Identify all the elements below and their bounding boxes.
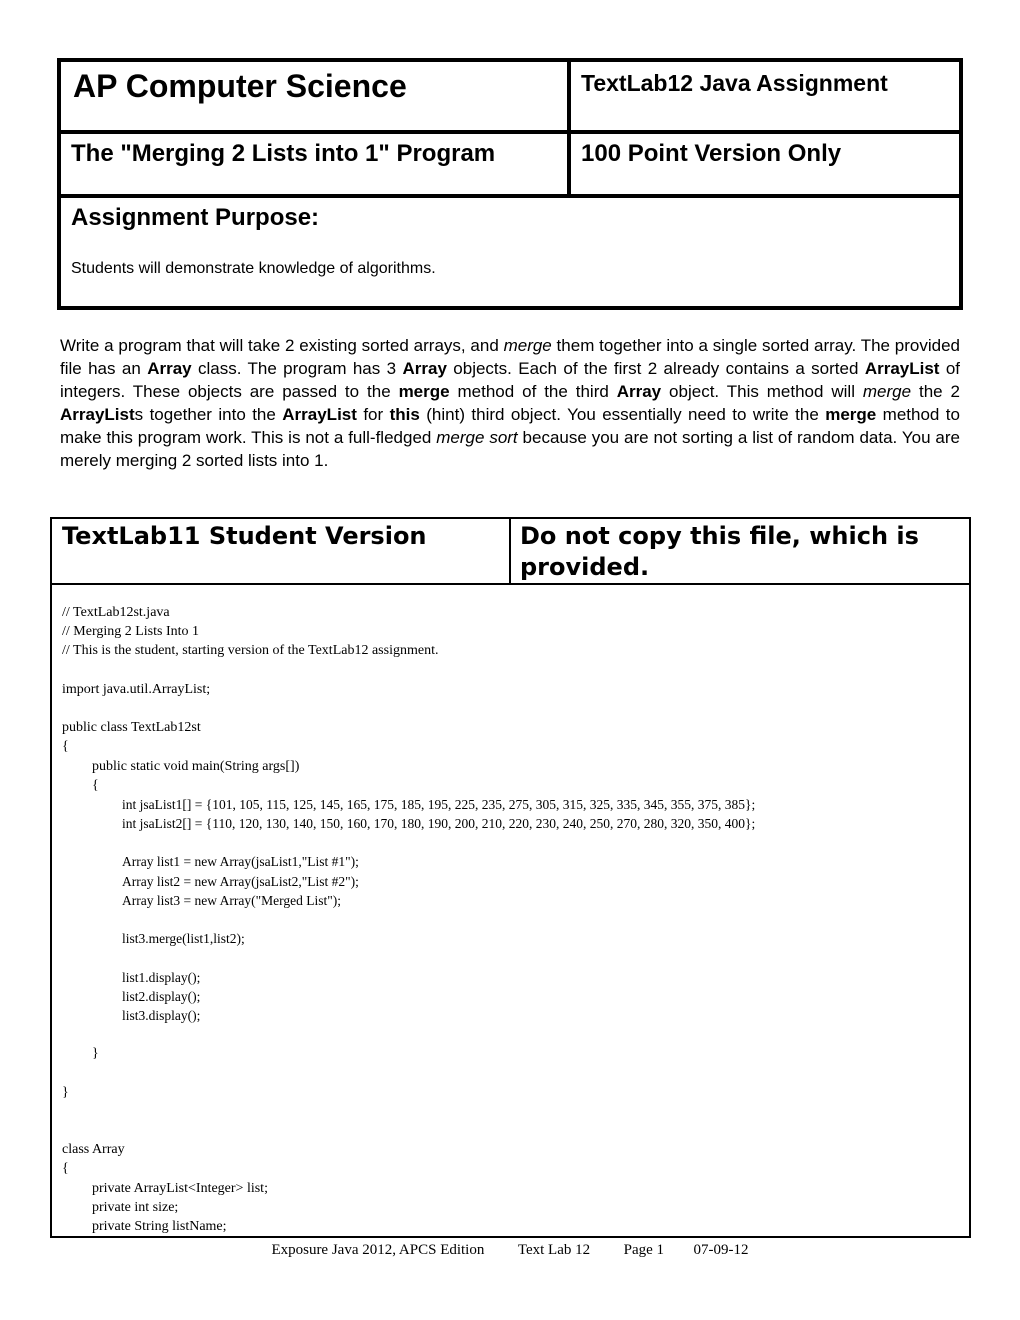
code-line: list1.display(); — [122, 969, 201, 985]
code-line: import java.util.ArrayList; — [62, 681, 211, 697]
code-line: { — [62, 1161, 69, 1177]
code-blank-line — [62, 1064, 963, 1083]
code-blank-line — [62, 1025, 963, 1044]
assignment-header-table — [57, 58, 963, 310]
code-line: int jsaList2[] = {110, 120, 130, 140, 150, 160, 170, 180, 190, 200, 210, 220, 230, 240, 250, 270, 280, 320, 350, 400}; — [122, 816, 756, 832]
code-line: private ArrayList<Integer> list; — [92, 1180, 268, 1196]
code-blank-line — [62, 661, 963, 680]
assignment-title: TextLab12 Java Assignment — [581, 70, 888, 96]
program-title: The "Merging 2 Lists into 1" Program — [71, 140, 496, 167]
student-version-title: TextLab11 Student Version — [62, 522, 427, 550]
code-line: public static void main(String args[]) — [92, 758, 300, 774]
java-source-code — [62, 603, 963, 1236]
footer-edition: Exposure Java 2012, APCS Edition — [271, 1242, 485, 1258]
footer-lab: Text Lab 12 — [517, 1242, 591, 1258]
version-title: 100 Point Version Only — [581, 140, 842, 167]
code-blank-line — [62, 948, 963, 967]
code-line: } — [62, 1084, 69, 1100]
header-divider-vertical — [567, 62, 571, 194]
code-listing-header — [52, 519, 969, 585]
course-title: AP Computer Science — [73, 68, 407, 104]
purpose-text: Students will demonstrate knowledge of algorithms. — [71, 260, 436, 277]
code-line: Array list3 = new Array("Merged List"); — [122, 892, 341, 908]
code-line: Array list2 = new Array(jsaList2,"List #2"); — [122, 873, 359, 889]
header-divider-row2 — [61, 194, 959, 198]
code-line: list3.merge(list1,list2); — [122, 931, 245, 947]
code-line: // TextLab12st.java — [62, 605, 170, 620]
code-line: private String listName; — [92, 1219, 227, 1234]
code-line: private int size; — [92, 1199, 179, 1215]
code-line: } — [92, 1046, 99, 1062]
code-line: list2.display(); — [122, 988, 201, 1004]
code-line: { — [62, 739, 69, 755]
code-line: Array list1 = new Array(jsaList1,"List #1"); — [122, 854, 359, 870]
code-line: public class TextLab12st — [62, 720, 201, 736]
code-line: // Merging 2 Lists Into 1 — [62, 624, 200, 640]
code-line: // This is the student, starting version of the TextLab12 assignment. — [62, 643, 439, 659]
assignment-description: Write a program that will take 2 existing sorted arrays, and merge them together into a single sorted array. The provided file has an Array class. The program has 3 Array objects. Each of the first 2 already contains a sorted ArrayList of integers. These objects are passed to the merge method of the third Array object. This method will merge the 2 ArrayLists together into the ArrayList for this (hint) third object. You essentially need to write the merge method to make this program work. This is not a full-fledged merge sort because you are not sorting a list of random data. You are merely merging 2 sorted lists into 1. — [60, 336, 961, 470]
code-line: { — [92, 777, 99, 793]
code-line: list3.display(); — [122, 1007, 201, 1023]
code-listing-box — [50, 517, 971, 1238]
code-blank-line — [62, 1102, 963, 1121]
footer-date: 07-09-12 — [693, 1242, 749, 1258]
code-blank-line — [62, 699, 963, 718]
code-blank-line — [62, 910, 963, 929]
do-not-copy-notice: Do not copy this file, which is provided. — [520, 522, 919, 581]
code-header-divider — [509, 519, 511, 583]
code-line: int jsaList1[] = {101, 105, 115, 125, 145, 165, 175, 185, 195, 225, 235, 275, 305, 315, 325, 335, 345, 355, 375, 385}; — [122, 796, 756, 812]
page-footer — [0, 1242, 1020, 1259]
code-blank-line — [62, 833, 963, 852]
purpose-heading: Assignment Purpose: — [71, 204, 320, 231]
code-blank-line — [62, 1121, 963, 1140]
code-line: class Array — [62, 1142, 125, 1158]
footer-page: Page 1 — [623, 1242, 665, 1258]
header-divider-row1 — [61, 130, 959, 134]
